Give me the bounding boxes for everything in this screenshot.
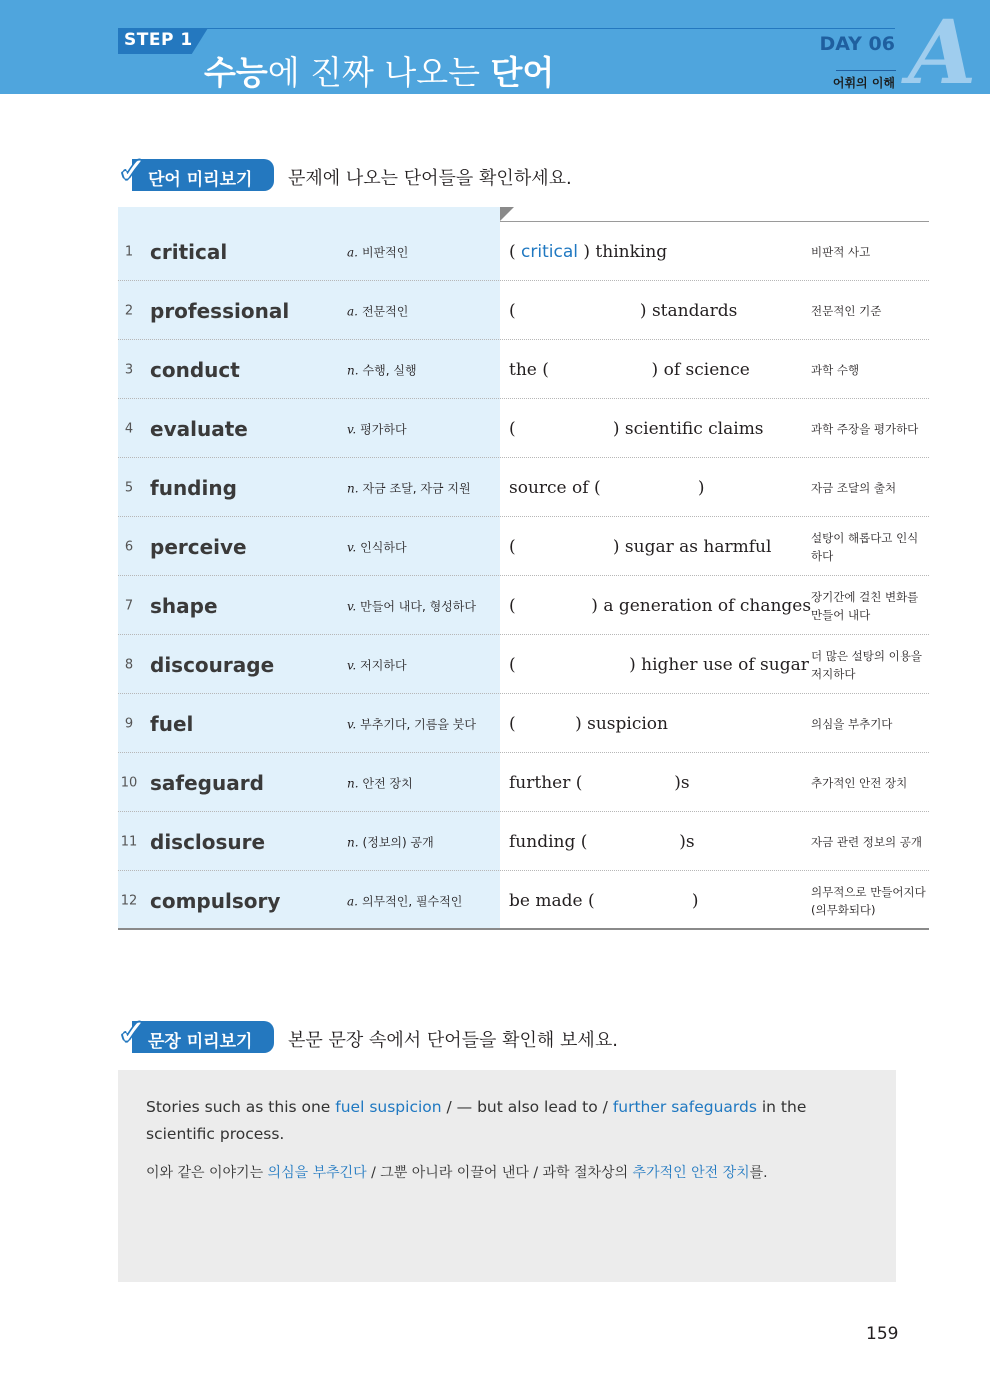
phrase-answer: critical (521, 241, 578, 262)
word-meaning (347, 892, 462, 909)
word-row (118, 281, 929, 340)
word-number: 5 (124, 480, 134, 495)
sentence-text: / — but also lead to / (441, 1098, 613, 1116)
part-of-speech: a. (347, 245, 358, 259)
part-of-speech: n. (347, 835, 359, 849)
word-row (118, 694, 929, 753)
meaning-text: 수행, 실행 (362, 363, 417, 377)
word-number: 12 (120, 893, 138, 908)
phrase-before: ( (509, 241, 522, 262)
word-meaning (347, 833, 434, 850)
word-number: 6 (124, 539, 134, 554)
word-term: critical (150, 239, 228, 264)
word-term: professional (150, 298, 290, 323)
english-sentence (146, 1094, 876, 1148)
word-row (118, 222, 929, 281)
word-number: 8 (124, 657, 134, 672)
part-of-speech: n. (347, 481, 359, 495)
word-meaning (347, 479, 471, 496)
example-phrase (509, 773, 690, 793)
word-row (118, 812, 929, 871)
phrase-before: source of ( ) (509, 477, 705, 498)
word-meaning (347, 243, 408, 260)
word-number: 10 (120, 775, 138, 790)
meaning-text: 자금 조달, 자금 지원 (362, 481, 471, 495)
example-phrase (509, 596, 811, 616)
phrase-before: funding ( )s (509, 831, 695, 852)
meaning-text: 평가하다 (360, 422, 407, 436)
phrase-translation: 설탕이 해롭다고 인식하다 (811, 530, 919, 563)
phrase-translation: 자금 조달의 출처 (811, 480, 897, 495)
word-number: 2 (124, 303, 134, 318)
title-middle: 에 진짜 나오는 (267, 53, 491, 92)
word-term: conduct (150, 357, 240, 382)
meaning-text: 전문적인 (361, 304, 409, 318)
phrase-before: ( ) a generation of changes (509, 595, 812, 616)
section-description: 본문 문장 속에서 단어들을 확인해 보세요. (288, 1030, 618, 1051)
phrase-translation: 의심을 부추기다 (811, 716, 893, 731)
word-meaning (347, 715, 476, 732)
sentence-text: Stories such as this one (146, 1098, 336, 1116)
highlight-further-safeguards: further safeguards (612, 1098, 757, 1116)
word-meaning (347, 361, 417, 378)
word-meaning (347, 774, 413, 791)
sentence-text: / 그뿐 아니라 이끌어 낸다 / 과학 절차상의 (366, 1165, 633, 1181)
phrase-before: further ( )s (509, 772, 690, 793)
section-description: 문제에 나오는 단어들을 확인하세요. (288, 168, 572, 189)
word-row (118, 458, 929, 517)
part-of-speech: v. (347, 658, 357, 672)
word-meaning (347, 597, 476, 614)
word-term: disclosure (150, 829, 266, 854)
word-number: 4 (124, 421, 134, 436)
example-phrase (509, 360, 750, 380)
example-phrase (509, 242, 667, 262)
phrase-translation: 장기간에 걸친 변화를 만들어 내다 (811, 589, 919, 622)
day-label: DAY 06 (819, 33, 895, 55)
example-phrase (509, 714, 668, 734)
phrase-before: ( ) higher use of sugar (509, 654, 809, 675)
word-number: 1 (124, 244, 134, 259)
highlight-ko-2: 추가적인 안전 장치 (632, 1165, 750, 1181)
example-phrase (509, 655, 809, 675)
section-badge-text: 문장 미리보기 (148, 1032, 253, 1052)
meaning-text: 의무적인, 필수적인 (361, 894, 463, 908)
phrase-translation: 비판적 사고 (811, 244, 871, 259)
phrase-translation: 더 많은 설탕의 이용을 저지하다 (811, 648, 922, 681)
part-of-speech: v. (347, 422, 357, 436)
title-bold-2: 단어 (490, 53, 555, 92)
fold-corner-icon (500, 207, 514, 221)
meaning-text: 비판적인 (361, 245, 409, 259)
word-term: shape (150, 593, 218, 618)
example-phrase (509, 478, 704, 498)
word-term: perceive (150, 534, 247, 559)
meaning-text: (정보의) 공개 (362, 835, 434, 849)
part-of-speech: n. (347, 363, 359, 377)
meaning-text: 저지하다 (360, 658, 407, 672)
sentence-text: 이와 같은 이야기는 (146, 1165, 268, 1181)
word-row (118, 576, 929, 635)
title-bold-1: 수능 (204, 53, 268, 92)
highlight-ko-1: 의심을 부추긴다 (267, 1165, 367, 1181)
part-of-speech: n. (347, 776, 359, 790)
phrase-translation: 과학 주장을 평가하다 (811, 421, 919, 436)
word-row (118, 399, 929, 458)
phrase-before: the ( ) of science (509, 359, 750, 380)
day-rule (836, 70, 896, 71)
checkmark-icon: ✓ (118, 1013, 147, 1053)
day-subtitle: 어휘의 이해 (832, 76, 895, 90)
phrase-translation: 전문적인 기준 (811, 303, 882, 318)
phrase-before: ( ) standards (509, 300, 738, 321)
phrase-before: ( ) sugar as harmful (509, 536, 772, 557)
sentence-text: in the scientific process. (146, 1098, 807, 1143)
phrase-after: ) thinking (577, 241, 668, 262)
meaning-text: 부추기다, 기름을 붓다 (360, 717, 476, 731)
example-phrase (509, 537, 771, 557)
example-phrase (509, 419, 764, 439)
example-phrase (509, 301, 737, 321)
word-meaning (347, 302, 408, 319)
step-label: STEP 1 (124, 30, 193, 50)
sentence-text: 를. (749, 1165, 768, 1181)
section-badge-text: 단어 미리보기 (148, 170, 253, 190)
table-bottom-rule (118, 928, 929, 930)
word-number: 7 (124, 598, 134, 613)
page-title (204, 47, 554, 94)
word-meaning (347, 420, 407, 437)
meaning-text: 안전 장치 (362, 776, 413, 790)
example-phrase (509, 891, 698, 911)
sentence-box (118, 1070, 896, 1282)
word-meaning (347, 538, 407, 555)
word-row (118, 753, 929, 812)
word-number: 11 (120, 834, 138, 849)
phrase-translation: 자금 관련 정보의 공개 (811, 834, 922, 849)
part-of-speech: a. (347, 894, 358, 908)
word-number: 9 (124, 716, 134, 731)
highlight-fuel-suspicion: fuel suspicion (335, 1098, 442, 1116)
meaning-text: 인식하다 (360, 540, 407, 554)
meaning-text: 만들어 내다, 형성하다 (360, 599, 476, 613)
part-of-speech: v. (347, 717, 357, 731)
section-letter: A (908, 0, 977, 104)
word-table (118, 207, 929, 929)
checkmark-icon: ✓ (118, 151, 147, 191)
phrase-before: ( ) suspicion (509, 713, 668, 734)
part-of-speech: a. (347, 304, 358, 318)
part-of-speech: v. (347, 540, 357, 554)
part-of-speech: v. (347, 599, 357, 613)
phrase-translation: 과학 수행 (811, 362, 860, 377)
example-phrase (509, 832, 695, 852)
word-term: compulsory (150, 888, 281, 913)
word-term: evaluate (150, 416, 248, 441)
page-header (0, 0, 990, 104)
word-term: safeguard (150, 770, 264, 795)
word-term: discourage (150, 652, 275, 677)
word-row (118, 871, 929, 930)
word-row (118, 340, 929, 399)
page-number: 159 (866, 1324, 899, 1344)
word-term: funding (150, 475, 237, 500)
header-rule (205, 28, 895, 29)
phrase-before: ( ) scientific claims (509, 418, 764, 439)
word-number: 3 (124, 362, 134, 377)
korean-sentence (146, 1162, 876, 1182)
phrase-translation: 추가적인 안전 장치 (811, 775, 908, 790)
word-row (118, 635, 929, 694)
word-term: fuel (150, 711, 194, 736)
phrase-translation: 의무적으로 만들어지다(의무화되다) (811, 884, 926, 917)
phrase-before: be made ( ) (509, 890, 699, 911)
word-row (118, 517, 929, 576)
word-meaning (347, 656, 407, 673)
